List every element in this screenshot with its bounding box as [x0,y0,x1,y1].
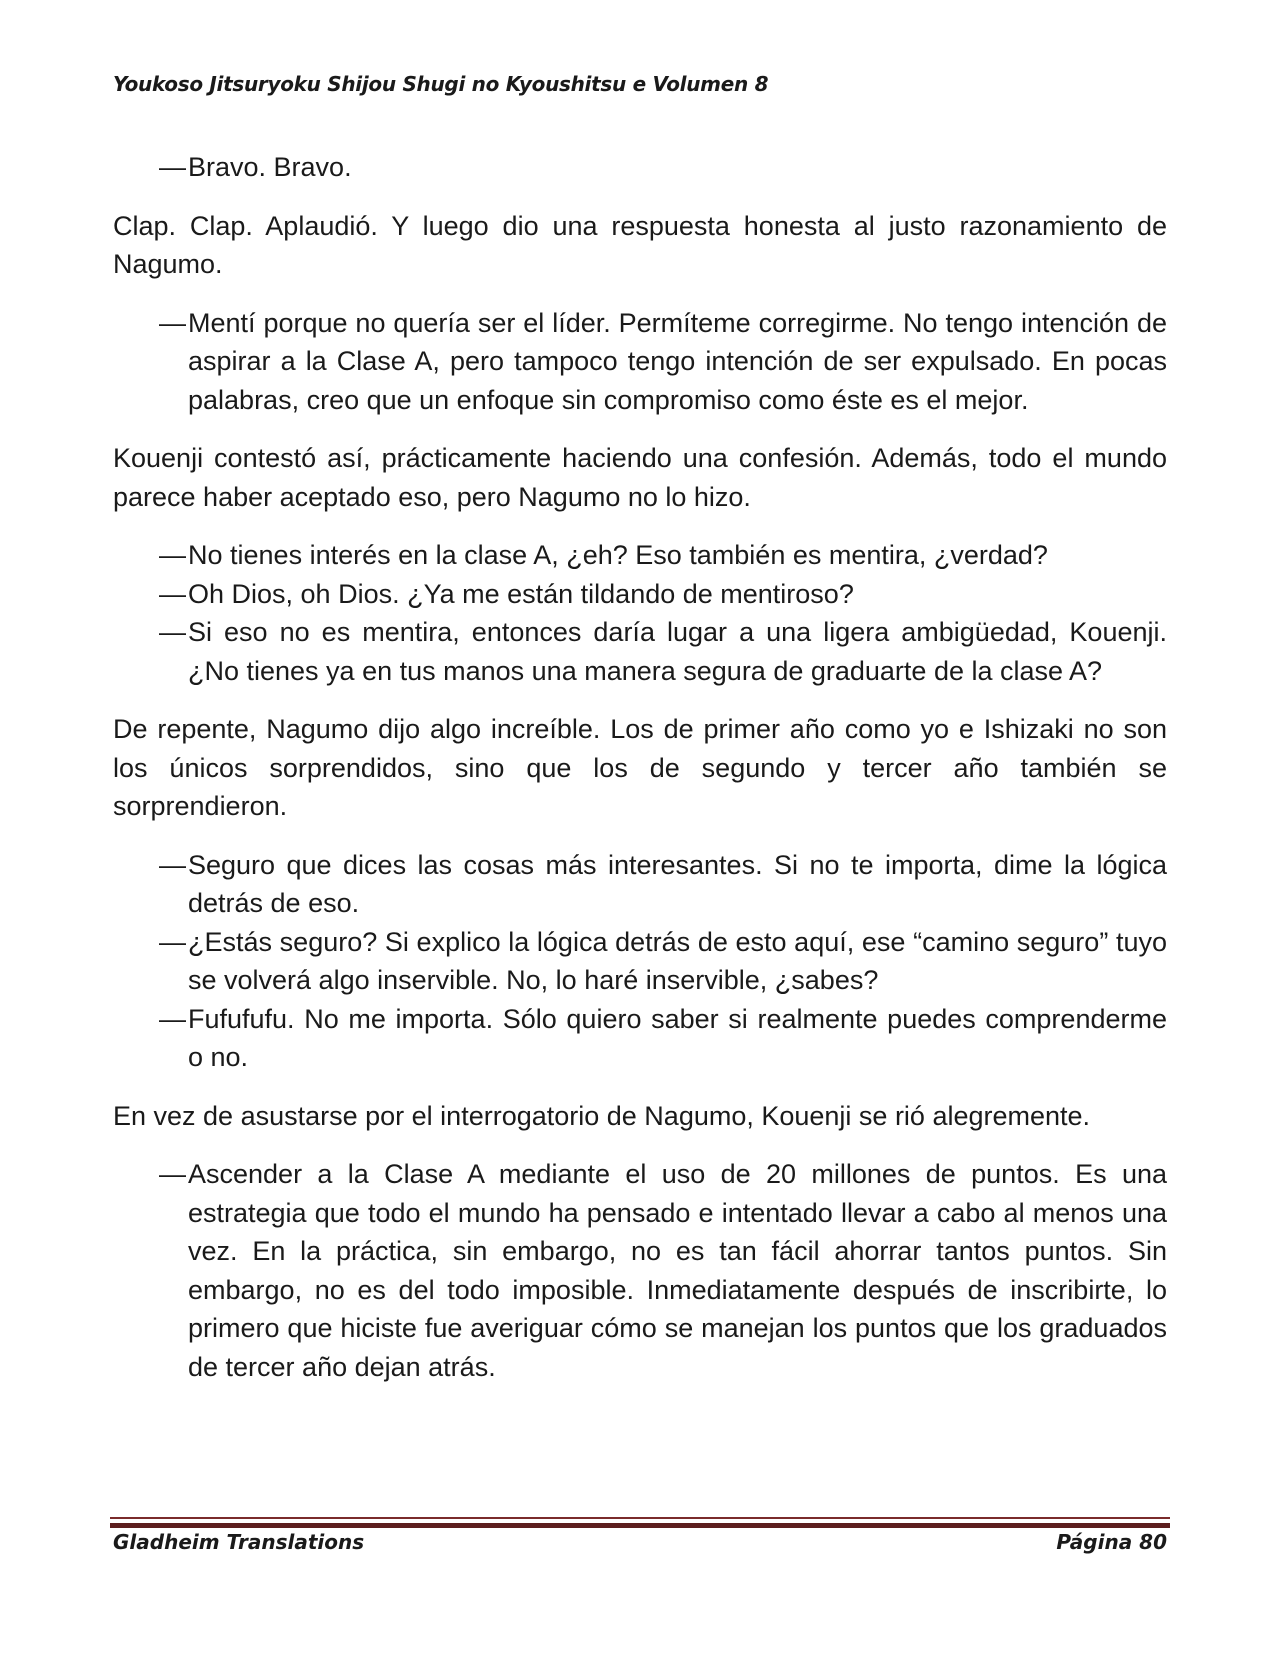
footer-publisher: Gladheim Translations [113,1530,365,1554]
dialogue-line [113,148,1167,187]
dialogue-dash: — [159,849,186,880]
dialogue-text: Bravo. Bravo. [188,152,352,182]
paragraph: Kouenji contestó así, prácticamente haciendo una confesión. Además, todo el mundo parece haber aceptado eso, pero Nagumo no lo hizo. [113,443,1167,512]
dialogue-text: Si eso no es mentira, entonces daría lugar a una ligera ambigüedad, Kouenji. ¿No tienes ya en tus manos una manera segura de graduarte de la clase A? [188,617,1167,686]
dialogue-block [113,1155,1167,1386]
dialogue-line [113,1000,1167,1077]
dialogue-block [113,846,1167,1077]
dialogue-dash: — [159,1159,186,1189]
dialogue-text: No tienes interés en la clase A, ¿eh? Eso también es mentira, ¿verdad? [188,540,1048,570]
footer-divider-thick [110,1523,1170,1528]
dialogue-block [113,148,1167,187]
page-header-title: Youkoso Jitsuryoku Shijou Shugi no Kyoushitsu e Volumen 8 [113,72,769,96]
dialogue-line [113,304,1167,420]
dialogue-dash: — [159,926,186,957]
dialogue-block [113,304,1167,420]
dialogue-line [113,846,1167,923]
paragraph: De repente, Nagumo dijo algo increíble. Los de primer año como yo e Ishizaki no son los únicos sorprendidos, sino que los de segundo y tercer año también se sorprendieron. [113,714,1167,821]
dialogue-text: ¿Estás seguro? Si explico la lógica detrás de esto aquí, ese “camino seguro” tuyo se volverá algo inservible. No, lo haré inservible, ¿sabes? [188,926,1167,995]
footer-page-number: Página 80 [1056,1530,1167,1554]
page-body [113,148,1167,1406]
dialogue-dash: — [159,1003,186,1034]
dialogue-line [113,1155,1167,1386]
footer-divider-thin [110,1517,1170,1519]
paragraph: Clap. Clap. Aplaudió. Y luego dio una respuesta honesta al justo razonamiento de Nagumo. [113,210,1167,279]
dialogue-text: Oh Dios, oh Dios. ¿Ya me están tildando de mentiroso? [188,578,854,609]
dialogue-block [113,536,1167,690]
dialogue-text: Seguro que dices las cosas más interesantes. Si no te importa, dime la lógica detrás de eso. [188,849,1167,918]
dialogue-dash: — [159,540,186,570]
dialogue-dash: — [159,307,186,338]
dialogue-text: Mentí porque no quería ser el líder. Permíteme corregirme. No tengo intención de aspirar a la Clase A, pero tampoco tengo intención de ser expulsado. En pocas palabras, creo que un enfoque sin compromiso como éste es el mejor. [188,307,1167,415]
dialogue-line [113,923,1167,1000]
paragraph: En vez de asustarse por el interrogatorio de Nagumo, Kouenji se rió alegremente. [113,1100,1091,1131]
dialogue-dash: — [159,617,186,647]
dialogue-dash: — [159,152,186,182]
dialogue-line [113,536,1167,575]
dialogue-dash: — [159,578,186,609]
dialogue-line [113,575,1167,614]
dialogue-text: Fufufufu. No me importa. Sólo quiero saber si realmente puedes comprenderme o no. [188,1003,1167,1072]
dialogue-text: Ascender a la Clase A mediante el uso de 20 millones de puntos. Es una estrategia que todo el mundo ha pensado e intentado llevar a cabo al menos una vez. En la práctica, sin embargo, no es tan fácil ahorrar tantos puntos. Sin embargo, no es del todo imposible. Inmediatamente después de inscribirte, lo primero que hiciste fue averiguar cómo se manejan los puntos que los graduados de tercer año dejan atrás. [188,1159,1167,1382]
dialogue-line [113,613,1167,690]
